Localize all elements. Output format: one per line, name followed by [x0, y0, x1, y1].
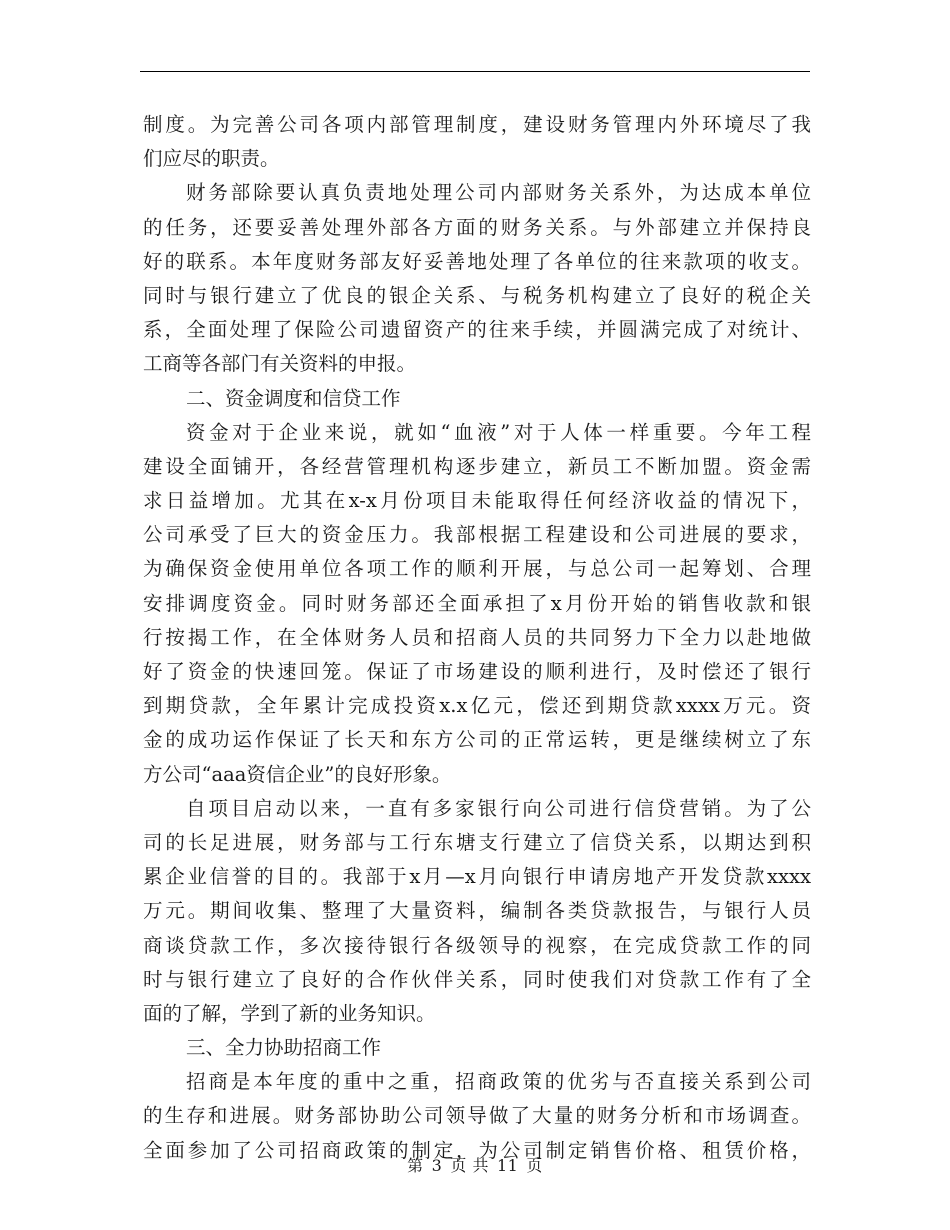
text-line: 金的成功运作保证了长天和东方公司的正常运转，更是继续树立了东 — [143, 728, 811, 752]
text-line: 三、全力协助招商工作 — [186, 1036, 382, 1060]
footer-prefix: 第 — [407, 1156, 424, 1175]
text-line: 行按揭工作，在全体财务人员和招商人员的共同努力下全力以赴地做 — [143, 625, 811, 649]
page-footer — [0, 1153, 950, 1176]
text-line: 制度。为完善公司各项内部管理制度，建设财务管理内外环境尽了我 — [143, 113, 811, 136]
text-line: 公司承受了巨大的资金压力。我部根据工程建设和公司进展的要求， — [143, 523, 811, 547]
text-line: 商谈贷款工作，多次接待银行各级领导的视察，在完成贷款工作的同 — [143, 933, 811, 957]
text-line: 面的了解，学到了新的业务知识。 — [143, 1001, 436, 1025]
text-line: 万元。期间收集、整理了大量资料，编制各类贷款报告，与银行人员 — [143, 899, 811, 923]
header-rule — [140, 71, 810, 72]
text-line: 系，全面处理了保险公司遗留资产的往来手续，并圆满完成了对统计、 — [143, 318, 811, 342]
text-line: 的任务，还要妥善处理外部各方面的财务关系。与外部建立并保持良 — [143, 215, 811, 239]
total-pages: 11 — [496, 1156, 519, 1175]
text-line: 安排调度资金。同时财务部还全面承担了x月份开始的销售收款和银 — [143, 591, 811, 615]
footer-mid: 页 共 — [450, 1156, 489, 1175]
text-line: 资金对于企业来说，就如“血液”对于人体一样重要。今年工程 — [186, 420, 811, 444]
text-line: 建设全面铺开，各经营管理机构逐步建立，新员工不断加盟。资金需 — [143, 454, 811, 478]
text-line: 方公司“aaa资信企业”的良好形象。 — [143, 762, 452, 786]
text-line: 司的长足进展，财务部与工行东塘支行建立了信贷关系，以期达到积 — [143, 830, 811, 854]
text-line: 好的联系。本年度财务部友好妥善地处理了各单位的往来款项的收支。 — [143, 249, 811, 273]
page-number: 3 — [431, 1156, 443, 1175]
text-line: 的生存和进展。财务部协助公司领导做了大量的财务分析和市场调查。 — [143, 1104, 811, 1128]
text-line: 自项目启动以来，一直有多家银行向公司进行信贷营销。为了公 — [186, 796, 811, 820]
text-line: 到期贷款，全年累计完成投资x.x亿元，偿还到期贷款xxxx万元。资 — [143, 694, 811, 718]
text-line: 累企业信誉的目的。我部于x月—x月向银行申请房地产开发贷款xxxx — [143, 865, 811, 889]
text-line: 为确保资金使用单位各项工作的顺利开展，与总公司一起筹划、合理 — [143, 557, 811, 581]
text-line: 同时与银行建立了优良的银企关系、与税务机构建立了良好的税企关 — [143, 283, 811, 307]
text-line: 时与银行建立了良好的合作伙伴关系，同时使我们对贷款工作有了全 — [143, 967, 811, 991]
document-body — [143, 108, 811, 1168]
text-line: 工商等各部门有关资料的申报。 — [143, 352, 417, 376]
text-line: 招商是本年度的重中之重，招商政策的优劣与否直接关系到公司 — [186, 1070, 811, 1094]
footer-suffix: 页 — [526, 1156, 543, 1175]
text-line: 们应尽的职责。 — [143, 147, 280, 171]
text-line: 求日益增加。尤其在x-x月份项目未能取得任何经济收益的情况下， — [143, 489, 811, 513]
text-line: 全面参加了公司招商政策的制定，为公司制定销售价格、租赁价格， — [143, 1138, 811, 1162]
text-line: 财务部除要认真负责地处理公司内部财务关系外，为达成本单位 — [186, 181, 811, 205]
text-line: 二、资金调度和信贷工作 — [186, 386, 401, 410]
text-line: 好了资金的快速回笼。保证了市场建设的顺利进行，及时偿还了银行 — [143, 660, 811, 683]
